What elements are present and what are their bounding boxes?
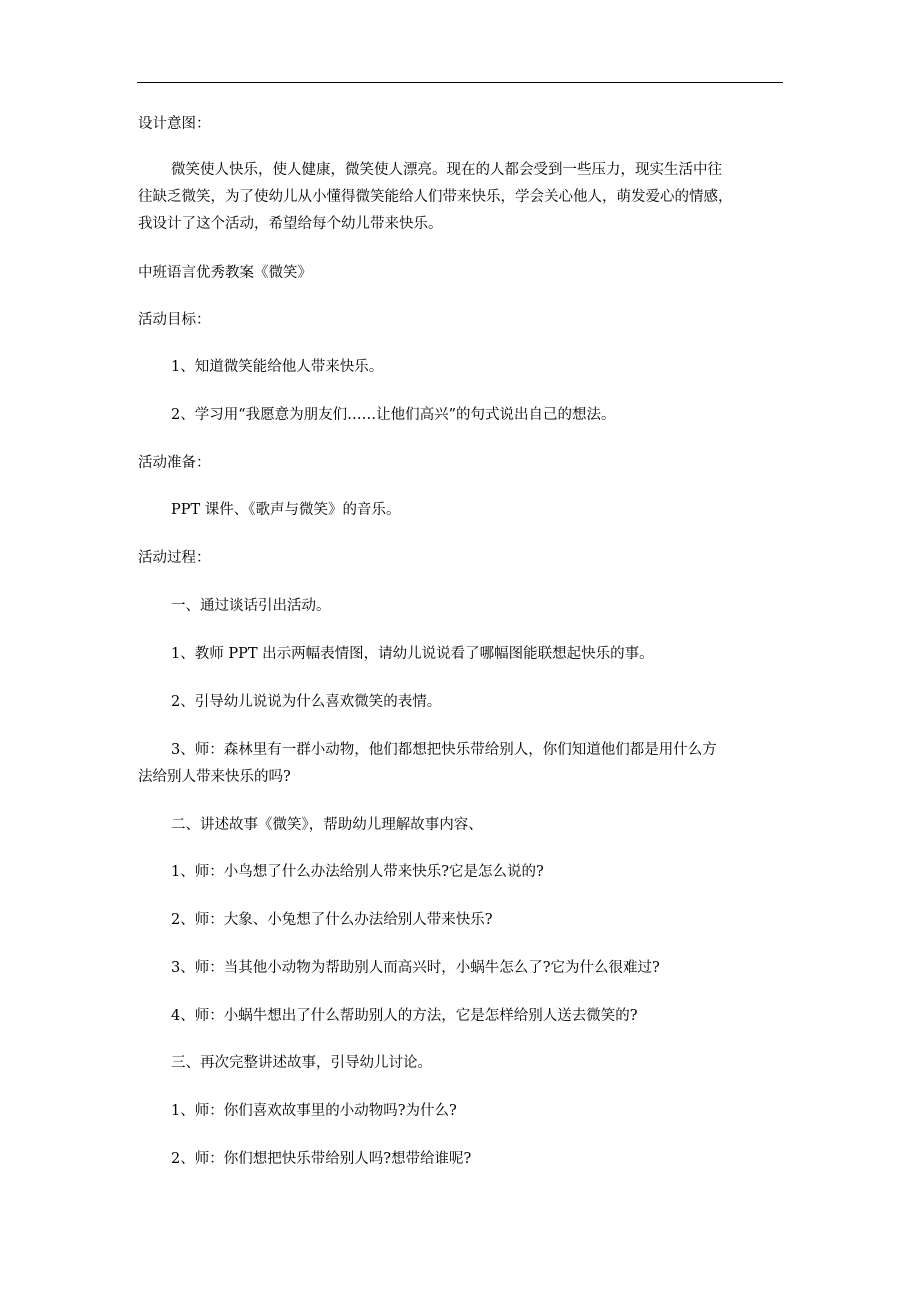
process-step-2-item-2: 2、师：大象、小兔想了什么办法给别人带来快乐? <box>171 912 493 928</box>
activity-preparation-heading: 活动准备： <box>138 455 211 471</box>
process-step-3-item-1: 1、师：你们喜欢故事里的小动物吗?为什么? <box>171 1103 457 1119</box>
design-intent-text-line-2: 往缺乏微笑，为了使幼儿从小懂得微笑能给人们带来快乐，学会关心他人，萌发爱心的情感， <box>138 189 733 205</box>
preparation-item: PPT 课件、《歌声与微笑》的音乐。 <box>171 502 401 518</box>
process-step-1-item-3-line-2: 法给别人带来快乐的吗? <box>138 769 291 785</box>
process-step-1-item-2: 2、引导幼儿说说为什么喜欢微笑的表情。 <box>171 694 442 710</box>
lesson-title: 中班语言优秀教案《微笑》 <box>138 265 312 281</box>
activity-process-heading: 活动过程： <box>138 550 211 566</box>
process-step-1-item-1: 1、教师 PPT 出示两幅表情图，请幼儿说说看了哪幅图能联想起快乐的事。 <box>171 646 654 662</box>
process-step-3-item-2: 2、师：你们想把快乐带给别人吗?想带给谁呢? <box>171 1151 472 1167</box>
design-intent-heading: 设计意图： <box>138 116 211 132</box>
design-intent-text-line-3: 我设计了这个活动，希望给每个幼儿带来快乐。 <box>138 216 443 232</box>
process-step-2-heading: 二、讲述故事《微笑》，帮助幼儿理解故事内容、 <box>171 817 483 833</box>
process-step-3-heading: 三、再次完整讲述故事，引导幼儿讨论。 <box>171 1055 432 1071</box>
header-rule <box>137 82 783 83</box>
activity-goals-heading: 活动目标： <box>138 312 211 328</box>
goal-item-2: 2、学习用“我愿意为朋友们……让他们高兴”的句式说出自己的想法。 <box>171 407 616 423</box>
process-step-2-item-4: 4、师：小蜗牛想出了什么帮助别人的方法，它是怎样给别人送去微笑的? <box>171 1008 638 1024</box>
process-step-1-item-3-line-1: 3、师：森林里有一群小动物，他们都想把快乐带给别人，你们知道他们都是用什么方 <box>171 742 717 758</box>
design-intent-text-line-1: 微笑使人快乐，使人健康，微笑使人漂亮。现在的人都会受到一些压力，现实生活中往 <box>171 162 722 178</box>
process-step-2-item-3: 3、师：当其他小动物为帮助别人而高兴时，小蜗牛怎么了?它为什么很难过? <box>171 960 660 976</box>
process-step-2-item-1: 1、师：小鸟想了什么办法给别人带来快乐?它是怎么说的? <box>171 864 544 880</box>
process-step-1-heading: 一、通过谈话引出活动。 <box>171 598 331 614</box>
goal-item-1: 1、知道微笑能给他人带来快乐。 <box>171 359 384 375</box>
